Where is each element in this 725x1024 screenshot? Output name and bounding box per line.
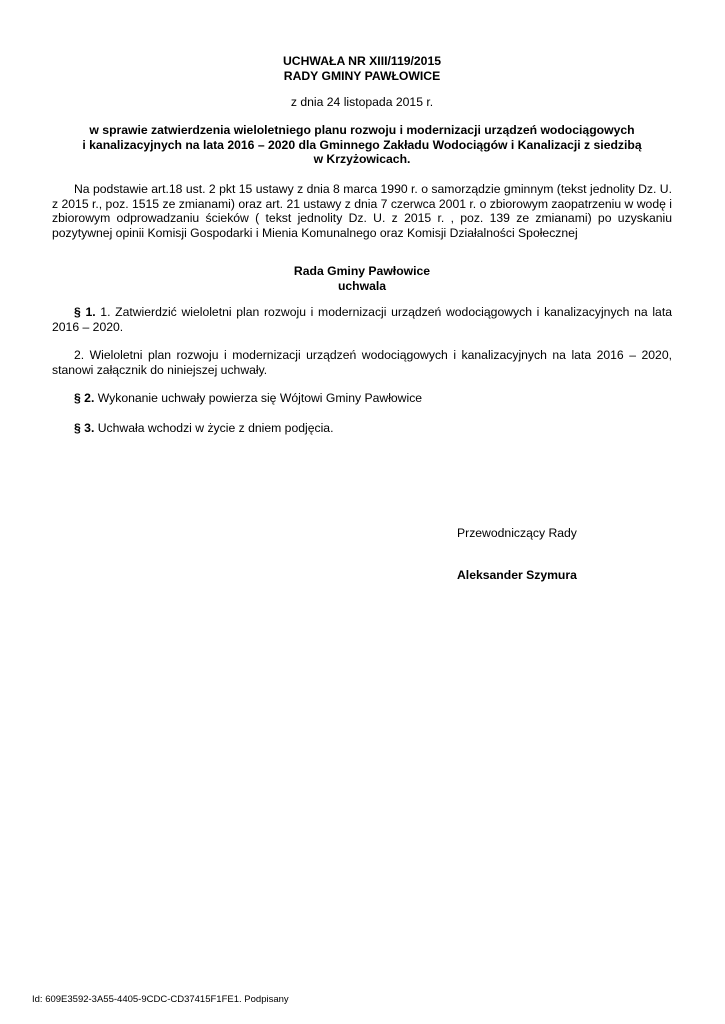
council-name: Rada Gminy Pawłowice (293, 264, 431, 278)
paragraph-text: Wykonanie uchwały powierza się Wójtowi Gminy Pawłowice (94, 391, 423, 405)
section-marker: § 3. (74, 421, 95, 435)
paragraph-1 (52, 305, 672, 334)
document-id-footer: Id: 609E3592-3A55-4405-9CDC-CD37415F1FE1. Podpisany (32, 994, 289, 1005)
signature-role: Przewodniczący Rady (457, 526, 577, 540)
paragraph-text: 1. Zatwierdzić wieloletni plan rozwoju i modernizacji urządzeń wodociągowych i kanalizacyjnych na lata 2016 – 2020. (52, 305, 672, 334)
resolves-word: uchwala (337, 278, 387, 293)
paragraph-3 (52, 421, 672, 436)
section-marker: § 2. (74, 391, 95, 405)
paragraph-text: 2. Wieloletni plan rozwoju i modernizacji urządzeń wodociągowych i kanalizacyjnych na lata 2016 – 2020, stanowi załącznik do niniejszej uchwały. (52, 348, 672, 377)
resolution-title (52, 54, 672, 83)
paragraph-text: Uchwała wchodzi w życie z dniem podjęcia. (94, 421, 334, 435)
resolution-date: z dnia 24 listopada 2015 r. (290, 95, 434, 109)
signature-name: Aleksander Szymura (457, 568, 577, 582)
resolution-subject (52, 123, 672, 167)
subject-line: w sprawie zatwierdzenia wieloletniego planu rozwoju i modernizacji urządzeń wodociągowych (89, 123, 635, 137)
subject-line: i kanalizacyjnych na lata 2016 – 2020 dla Gminnego Zakładu Wodociągów i Kanalizacji z siedzibą (82, 137, 642, 152)
council-name-header: RADY GMINY PAWŁOWICE (283, 68, 441, 83)
council-resolves (52, 264, 672, 293)
section-marker: § 1. (74, 305, 96, 319)
resolution-number: UCHWAŁA NR XIII/119/2015 (282, 54, 442, 68)
paragraph-1-point-2 (52, 348, 672, 377)
legal-basis: Na podstawie art.18 ust. 2 pkt 15 ustawy z dnia 8 marca 1990 r. o samorządzie gminnym (tekst jednolity Dz. U. z 2015 r., poz. 1515 ze zmianami) oraz art. 21 ustawy z dnia 7 czerwca 2001 r. o zbiorowym zaopatrzeniu w wodę i zbiorowym odprowadzaniu ścieków ( tekst jednolity Dz. U. z 2015 r. , poz. 139 ze zmianami) po uzyskaniu pozytywnej opinii Komisji Gospodarki i Mienia Komunalnego oraz Komisji Działalności Społecznej (52, 182, 672, 240)
subject-line: w Krzyżowicach. (313, 152, 411, 166)
paragraph-2 (52, 391, 672, 406)
